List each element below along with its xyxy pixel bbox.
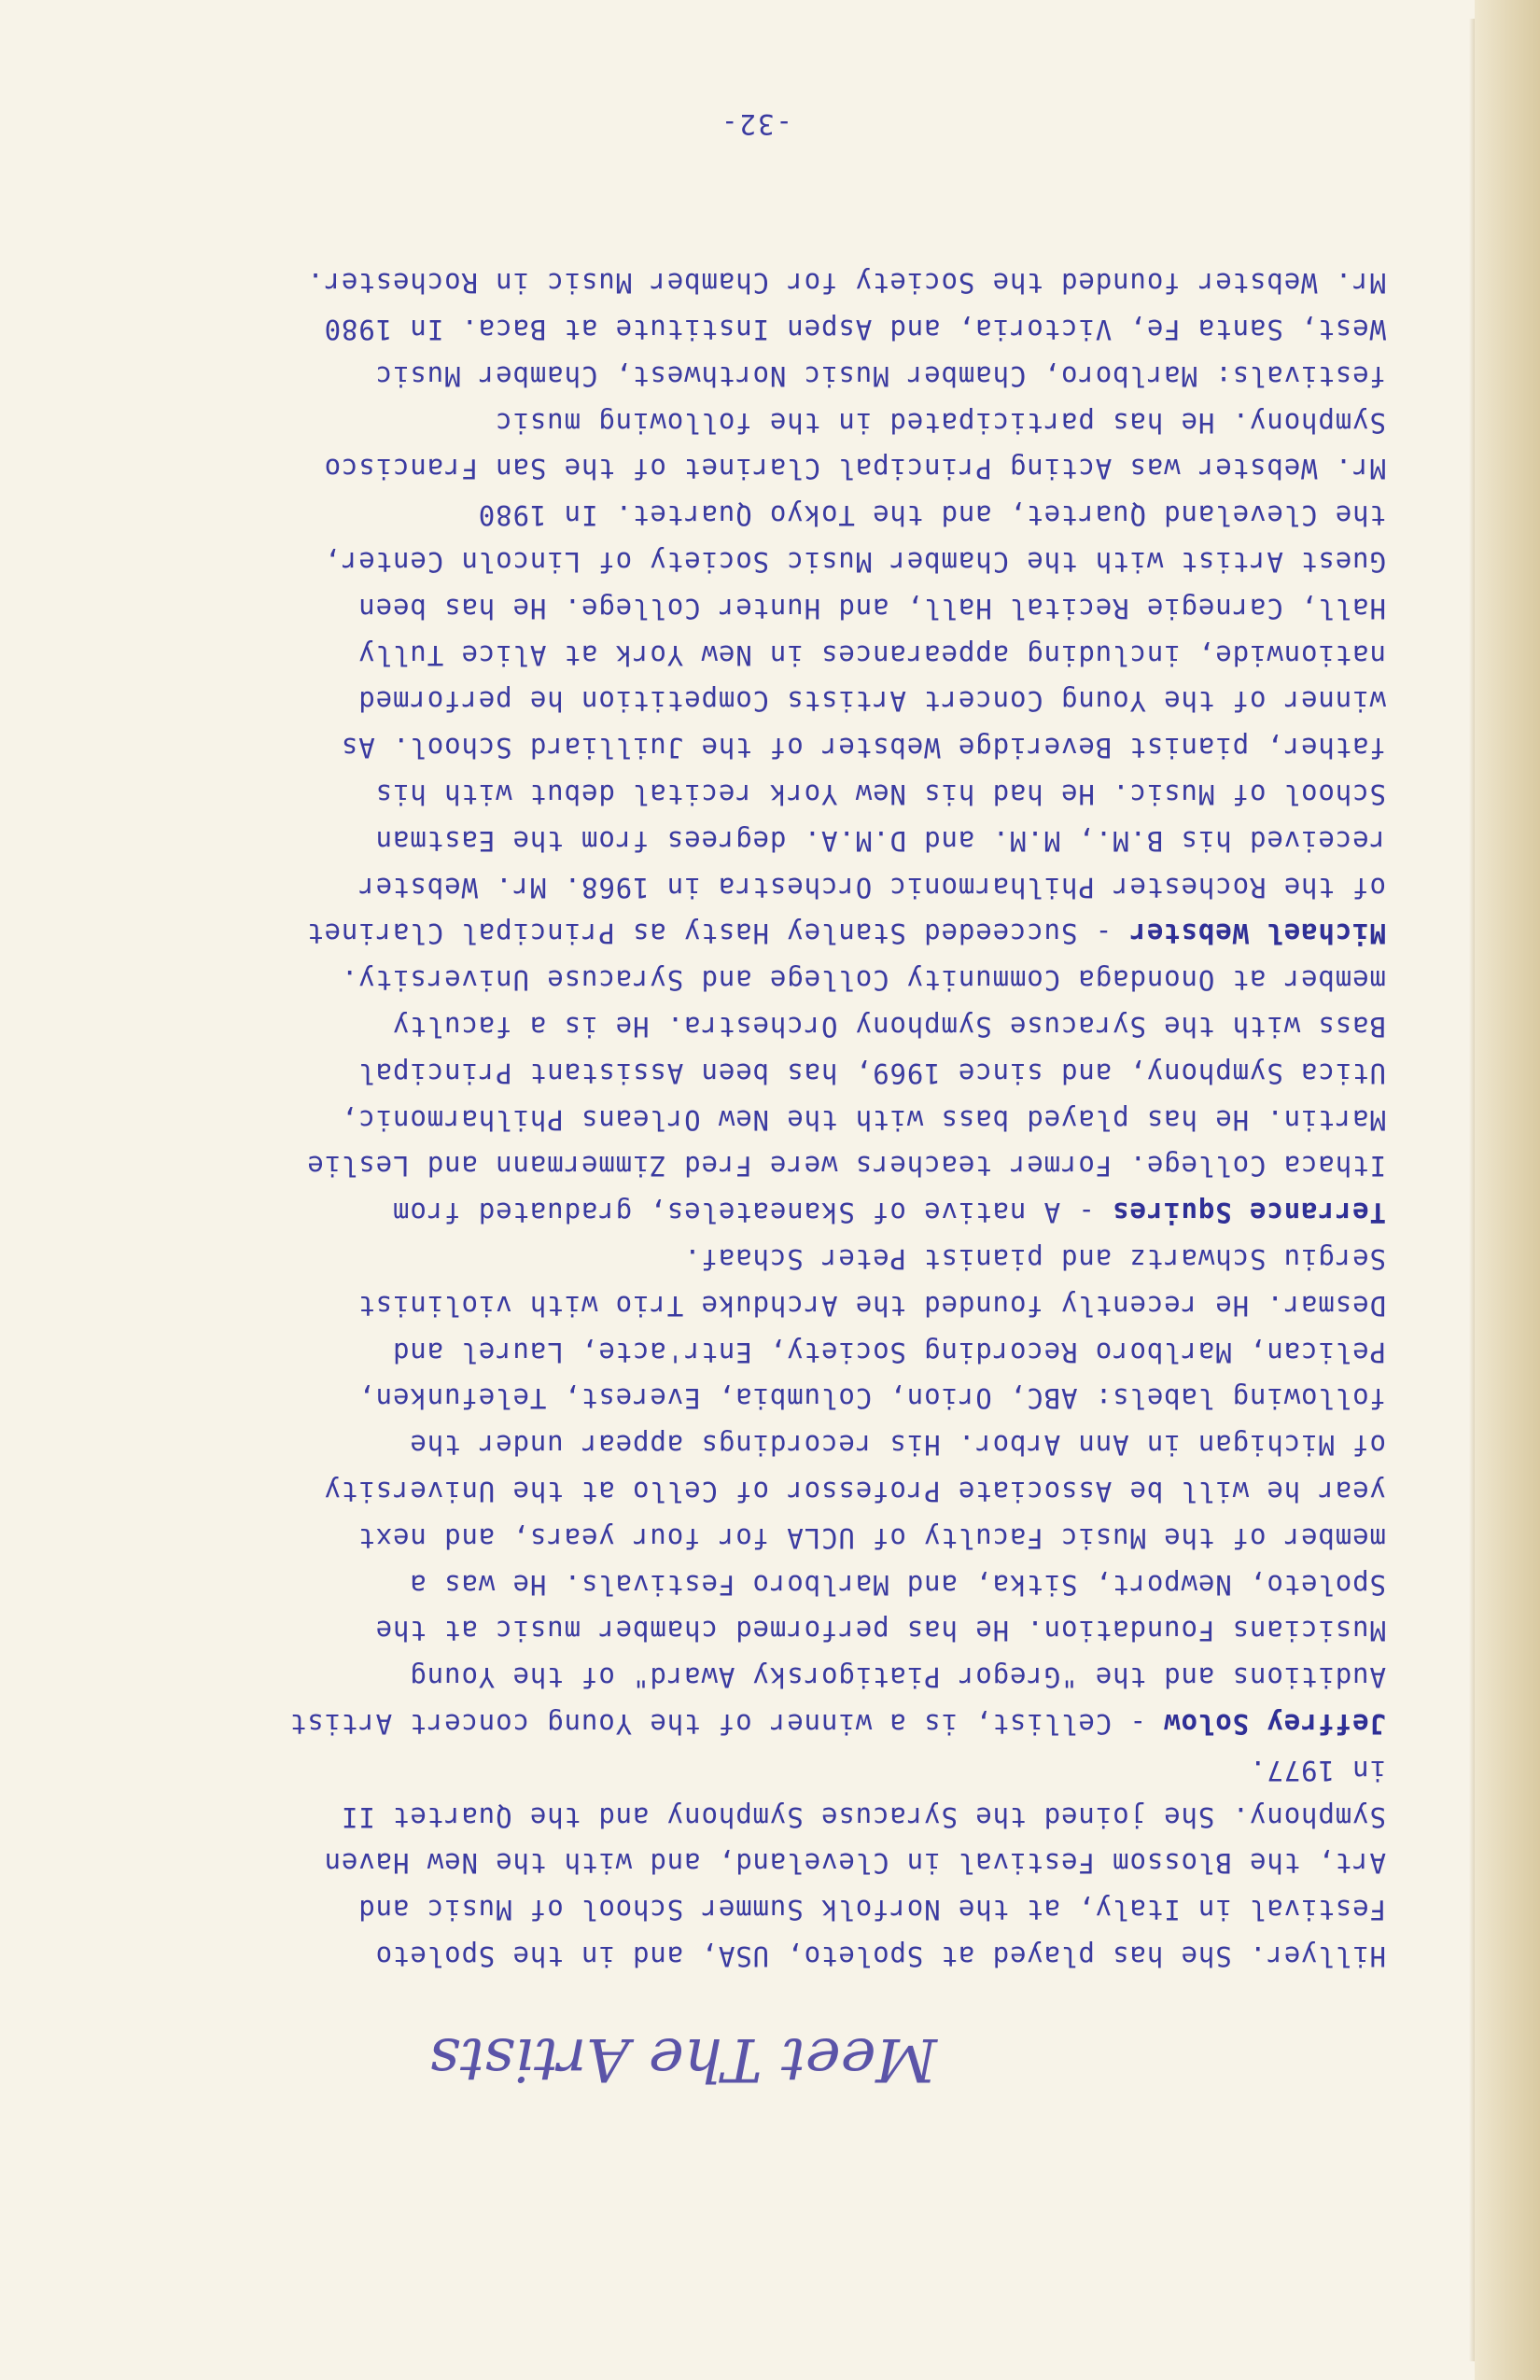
text-line: Utica Symphony, and since 1969, has been Assistant Principal [357, 1057, 1386, 1089]
text-line: in 1977. [1249, 1754, 1386, 1786]
bio-hillyer-continued [61, 1746, 1386, 1979]
artist-biographies [61, 259, 1386, 1979]
page-heading [429, 2011, 943, 2114]
text-line: Musicians Foundation. He has performed chamber music at the [374, 1615, 1386, 1647]
text-line: Art, the Blossom Festival in Cleveland, and with the New Haven [323, 1847, 1386, 1880]
text-line: Symphony. He has participated in the following music [495, 406, 1386, 439]
bio-jeffrey-solow [61, 1235, 1386, 1746]
text-line: Auditions and the "Gregor Piatigorsky Award" of the Young [409, 1661, 1386, 1694]
text-fragment: - A native of Skaneateles, graduated from [392, 1197, 1113, 1229]
text-line: Martin. He has played bass with the New Orleans Philharmonic, [341, 1103, 1386, 1136]
text-line: of Michigan in Ann Arbor. His recordings appear under the [409, 1429, 1386, 1462]
text-line [61, 1700, 1386, 1746]
text-line: Hall, Carnegie Recital Hall, and Hunter College. He has been [357, 592, 1386, 624]
text-fragment: - Cellist, is a winner of the Young concert Artist [288, 1708, 1164, 1741]
text-line: Mr. Webster was Acting Principal Clarinet of the San Francisco [323, 453, 1386, 485]
text-line: member at Onondaga Community College and Syracuse University. [341, 964, 1386, 997]
text-line: festivals: Marlboro, Chamber Music Northwest, Chamber Music [374, 359, 1386, 392]
artist-name: Terrance Squires [1112, 1197, 1386, 1229]
text-fragment: - Succeeded Stanley Hasty as Principal Clarinet [306, 917, 1129, 950]
page-number: -32- [720, 108, 792, 140]
text-line: Sergiu Schwartz and pianist Peter Schaaf. [683, 1243, 1386, 1276]
text-line: father, pianist Beveridge Webster of the Juilliard School. As [341, 732, 1386, 764]
artist-name: Michael Webster [1128, 917, 1386, 950]
text-line: winner of the Young Concert Artists Competition he performed [357, 685, 1386, 718]
text-line: Mr. Webster founded the Society for Chamber Music in Rochester. [306, 267, 1386, 300]
text-line: Hillyer. She has played at Spoleto, USA, and in the Spoleto [374, 1940, 1386, 1972]
text-line: Festival in Italy, at the Norfolk Summer School of Music and [357, 1894, 1386, 1926]
text-line: Pelican, Marlboro Recording Society, Entr'acte, Laurel and [392, 1336, 1386, 1368]
text-line: Symphony. She joined the Syracuse Symphony and the Quartet II [341, 1800, 1386, 1833]
text-line: nationwide, including appearances in New York at Alice Tully [357, 638, 1386, 671]
text-line: Spoleto, Newport, Sitka, and Marlboro Festivals. He was a [409, 1568, 1386, 1601]
text-line [61, 910, 1386, 957]
text-line: following labels: ABC, Orion, Columbia, Everest, Telefunken, [357, 1382, 1386, 1415]
text-line: Bass with the Syracuse Symphony Orchestra. He is a faculty [392, 1011, 1386, 1043]
text-line: Guest Artist with the Chamber Music Society of Lincoln Center, [323, 546, 1386, 579]
artist-name: Jeffrey Solow [1163, 1708, 1386, 1741]
heading-text: Meet The Artists [429, 2024, 937, 2093]
text-line: Desmar. He recently founded the Archduke Trio with violinist [357, 1289, 1386, 1322]
text-line [61, 1188, 1386, 1235]
text-line: the Cleveland Quartet, and the Tokyo Quartet. In 1980 [477, 499, 1386, 532]
text-line: received his B.M., M.M. and D.M.A. degrees from the Eastman [374, 824, 1386, 857]
text-line: of the Rochester Philharmonic Orchestra in 1968. Mr. Webster [357, 871, 1386, 903]
text-line: member of the Music Faculty of UCLA for four years, and next [357, 1521, 1386, 1554]
text-line: West, Santa Fe, Victoria, and Aspen Institute at Baca. In 1980 [323, 314, 1386, 346]
text-line: Ithaca College. Former teachers were Fred Zimmermann and Leslie [306, 1150, 1386, 1183]
bio-terrance-squires [61, 956, 1386, 1235]
text-line: School of Music. He had his New York recital debut with his [374, 778, 1386, 811]
text-line: year he will be Associate Professor of Cello at the University [323, 1476, 1386, 1508]
bio-michael-webster [61, 259, 1386, 957]
